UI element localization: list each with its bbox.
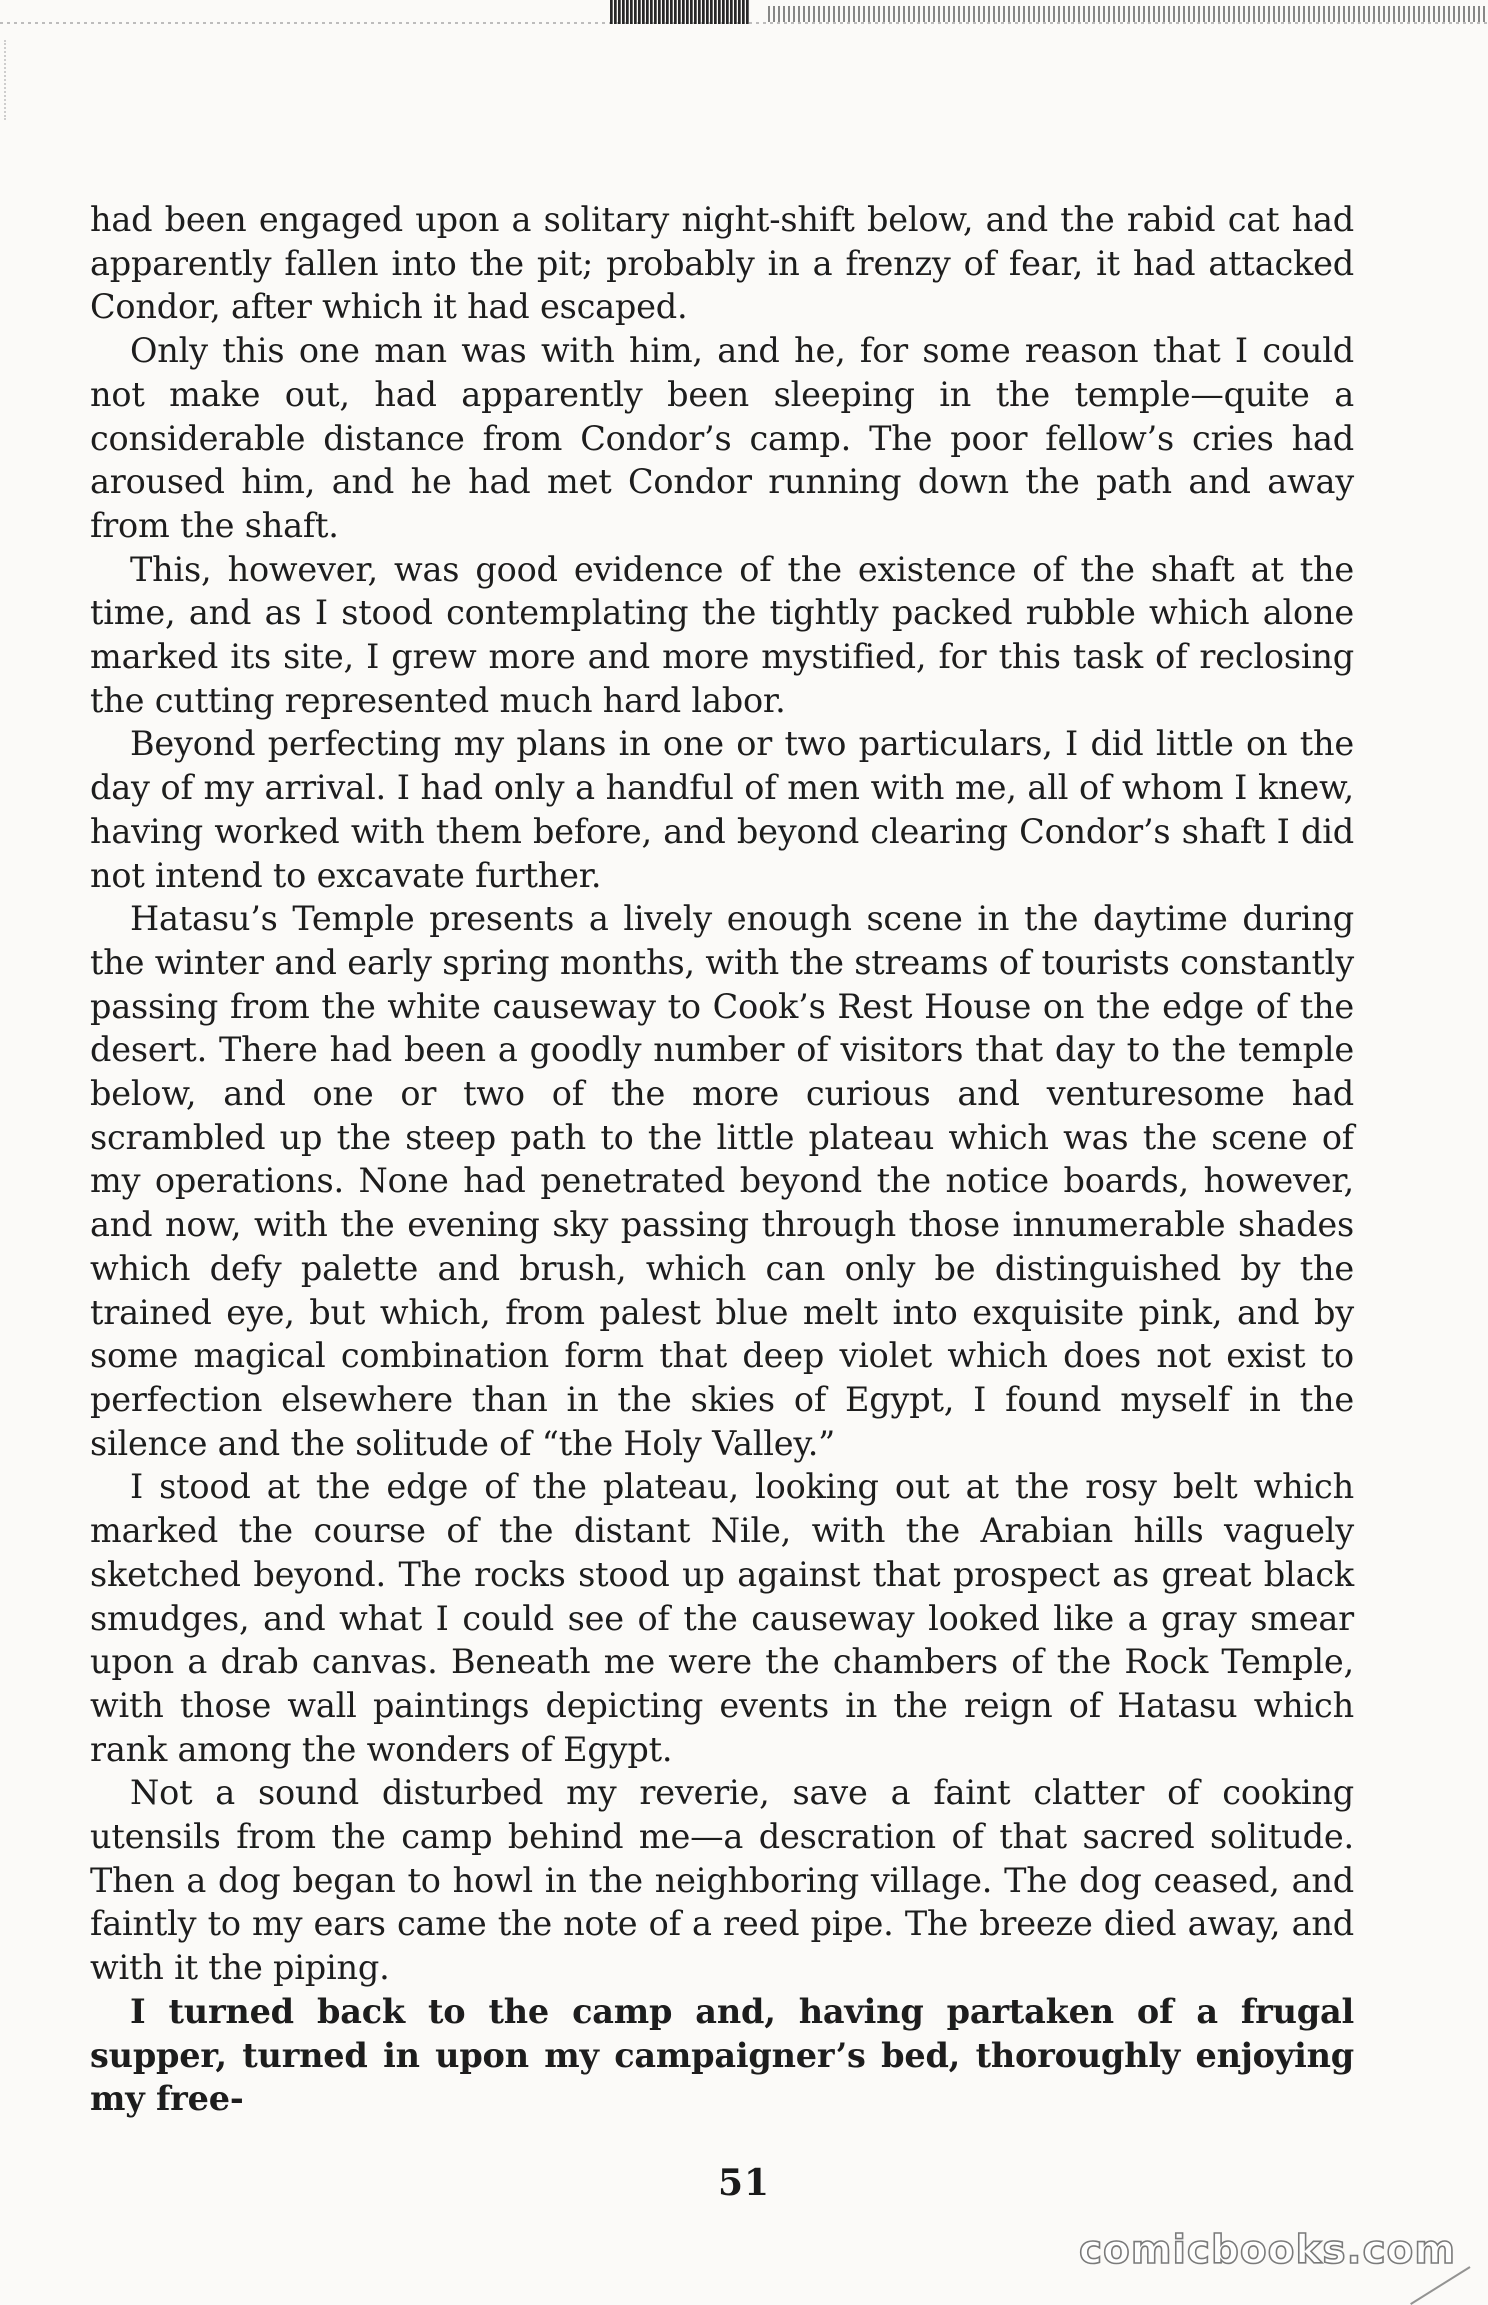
paragraph-8: I turned back to the camp and, having partaken of a frugal supper, turned in upon my campaigner’s bed, thoroughly enjoying my free- (90, 1991, 1354, 2119)
page-number: 51 (717, 2162, 771, 2204)
paragraph-4: Beyond perfecting my plans in one or two particulars, I did little on the day of my arrival. I had only a handful of men with me, all of whom I knew, having worked with them before, and beyond clearing Condor’s shaft I did not intend to excavate further. (90, 724, 1354, 895)
page-body (90, 198, 1354, 2121)
paragraph-1: had been engaged upon a solitary night-shift below, and the rabid cat had apparently fallen into the pit; probably in a frenzy of fear, it had attacked Condor, after which it had escaped. (90, 200, 1354, 327)
scan-left-mark (4, 40, 20, 120)
paragraph-6: I stood at the edge of the plateau, looking out at the rosy belt which marked the course of the distant Nile, with the Arabian hills vaguely sketched beyond. The rocks stood up against that prospect as great black smudges, and what I could see of the causeway looked like a gray smear upon a drab canvas. Beneath me were the chambers of the Rock Temple, with those wall paintings depicting events in the reign of Hatasu which rank among the wonders of Egypt. (90, 1467, 1354, 1769)
paragraph-5: Hatasu’s Temple presents a lively enough scene in the daytime during the winter and early spring months, with the streams of tourists constantly passing from the white causeway to Cook’s Rest House on the edge of the desert. There had been a goodly number of visitors that day to the temple below, and one or two of the more curious and venturesome had scrambled up the steep path to the little plateau which was the scene of my operations. None had penetrated beyond the notice boards, however, and now, with the evening sky passing through those innumerable shades which defy palette and brush, which can only be distinguished by the trained eye, but which, from palest blue melt into exquisite pink, and by some magical combination form that deep violet which does not exist to perfection elsewhere than in the skies of Egypt, I found myself in the silence and the solitude of “the Holy Valley.” (90, 899, 1354, 1463)
scan-hatch-mark (768, 6, 1488, 22)
paragraph-7: Not a sound disturbed my reverie, save a faint clatter of cooking utensils from the camp behind me—a descration of that sacred solitude. Then a dog began to howl in the neighboring village. The dog ceased, and faintly to my ears came the note of a reed pipe. The breeze died away, and with it the piping. (90, 1773, 1354, 1988)
watermark-logo: comicbooks.com (1078, 2228, 1456, 2273)
paragraph-2: Only this one man was with him, and he, for some reason that I could not make out, had apparently been sleeping in the temple—quite a considerable distance from Condor’s camp. The poor fellow’s cries had aroused him, and he had met Condor running down the path and away from the shaft. (90, 331, 1354, 545)
scan-binding-mark (610, 0, 750, 24)
scan-top-edge (0, 0, 1488, 30)
paragraph-3: This, however, was good evidence of the existence of the shaft at the time, and as I stood contemplating the tightly packed rubble which alone marked its site, I grew more and more mystified, for this task of reclosing the cutting represented much hard labor. (90, 549, 1354, 720)
